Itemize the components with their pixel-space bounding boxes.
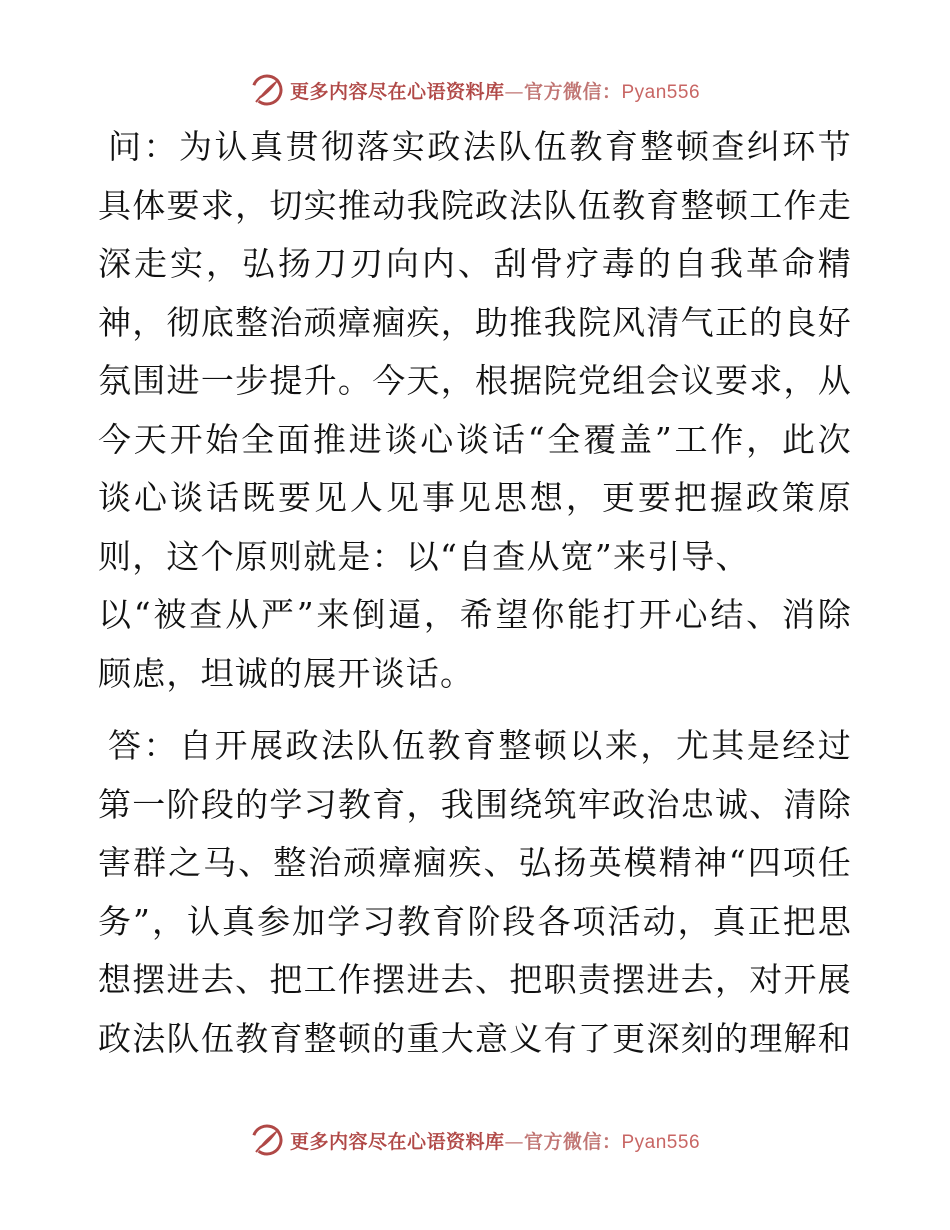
watermark-wechat-id: Pyan556	[621, 1131, 701, 1153]
question-line: 以“被查从严”来倒逼，希望你能打开心结、消除	[98, 595, 852, 634]
answer-paragraph	[98, 717, 852, 1068]
answer-line: 答：自开展政法队伍教育整顿以来，尤其是经过	[108, 726, 852, 765]
question-line: 顾虑，坦诚的展开谈话。	[98, 653, 475, 693]
question-line: 今天开始全面推进谈心谈话“全覆盖”工作，此次	[98, 419, 852, 459]
feather-logo-icon	[250, 73, 284, 107]
watermark-text	[290, 1127, 700, 1154]
watermark-text	[290, 77, 700, 104]
watermark-wechat-label: 官方微信：	[523, 1130, 622, 1153]
question-line: 深走实，弘扬刀刃向内、刮骨疗毒的自我革命精	[98, 244, 852, 283]
question-line: 具体要求，切实推动我院政法队伍教育整顿工作走	[98, 185, 852, 225]
answer-line: 害群之马、整治顽瘴痼疾、弘扬英模精神“四项任	[98, 843, 852, 882]
question-line: 则，这个原则就是：以“自查从宽”来引导、	[98, 536, 750, 576]
question-line: 氛围进一步提升。今天，根据院党组会议要求，从	[98, 361, 852, 400]
question-line: 谈心谈话既要见人见事见思想，更要把握政策原	[98, 478, 852, 517]
watermark-wechat-label: 官方微信：	[523, 80, 622, 103]
watermark-brand: 更多内容尽在心语资料库	[289, 1130, 505, 1153]
watermark-dash: —	[504, 1130, 524, 1153]
footer-watermark	[0, 1122, 950, 1158]
watermark-dash: —	[504, 80, 524, 103]
question-line: 问：为认真贯彻落实政法队伍教育整顿查纠环节	[108, 127, 852, 166]
answer-line: 想摆进去、把工作摆进去、把职责摆进去，对开展	[98, 960, 852, 999]
answer-line: 政法队伍教育整顿的重大意义有了更深刻的理解和	[98, 1018, 852, 1058]
answer-line: 第一阶段的学习教育，我围绕筑牢政治忠诚、清除	[98, 784, 852, 824]
document-body	[98, 118, 852, 1068]
question-paragraph	[98, 118, 852, 703]
feather-logo-icon	[250, 1123, 284, 1157]
header-watermark	[0, 72, 950, 108]
answer-line: 务”，认真参加学习教育阶段各项活动，真正把思	[98, 901, 852, 941]
watermark-brand: 更多内容尽在心语资料库	[289, 80, 505, 103]
watermark-wechat-id: Pyan556	[621, 81, 701, 103]
question-line: 神，彻底整治顽瘴痼疾，助推我院风清气正的良好	[98, 302, 852, 342]
